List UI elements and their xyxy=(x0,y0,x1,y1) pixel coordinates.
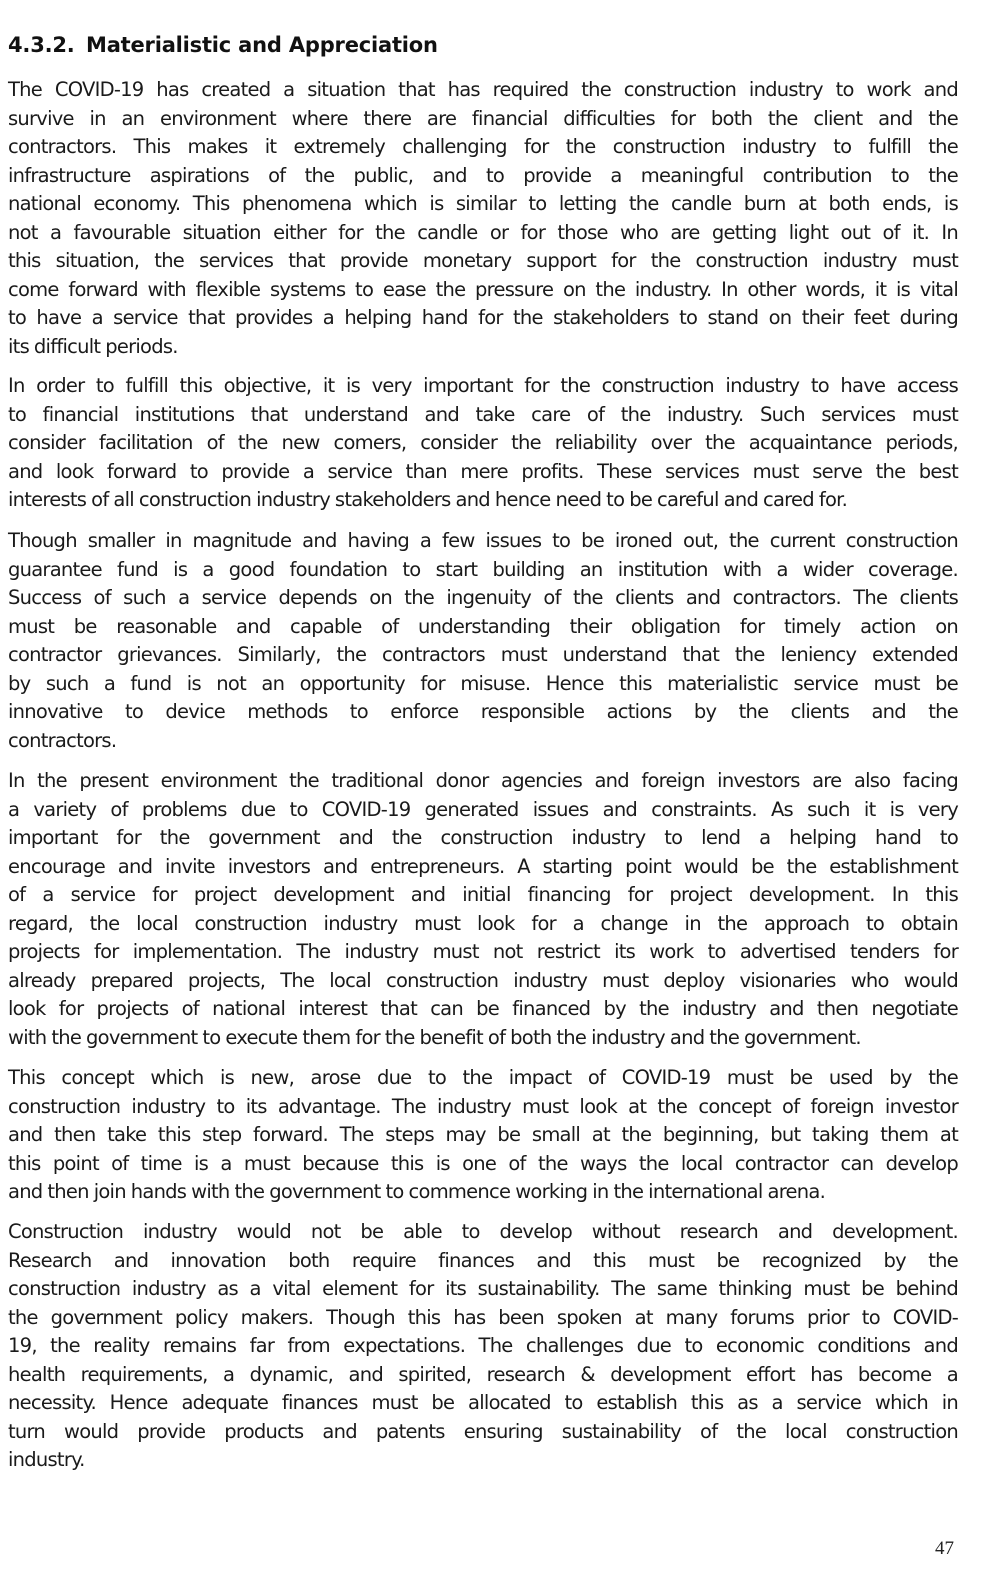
text-line: contractor grievances. Similarly, the contractors must understand that the leniency extended xyxy=(8,643,958,667)
text-line: the government policy makers. Though this has been spoken at many forums prior to COVID- xyxy=(8,1305,958,1329)
text-line: projects for implementation. The industry must not restrict its work to advertised tenders for xyxy=(8,940,958,964)
text-line: regard, the local construction industry must look for a change in the approach to obtain xyxy=(8,911,958,935)
text-line: to have a service that provides a helping hand for the stakeholders to stand on their feet during xyxy=(8,306,958,330)
text-line: Research and innovation both require finances and this must be recognized by the xyxy=(8,1248,958,1272)
paragraph-2 xyxy=(8,372,958,515)
text-line: of a service for project development and initial financing for project development. In this xyxy=(8,883,958,907)
text-line: come forward with flexible systems to ease the pressure on the industry. In other words, it is vital xyxy=(8,277,958,301)
text-line: turn would provide products and patents ensuring sustainability of the local construction xyxy=(8,1419,958,1443)
text-line: by such a fund is not an opportunity for misuse. Hence this materialistic service must be xyxy=(8,671,958,695)
text-line: contractors. xyxy=(8,728,117,752)
text-line: industry. xyxy=(8,1448,85,1472)
text-line: look for projects of national interest that can be financed by the industry and then negotiate xyxy=(8,997,958,1021)
text-line: necessity. Hence adequate finances must be allocated to establish this as a service which in xyxy=(8,1391,958,1415)
text-line: consider facilitation of the new comers, consider the reliability over the acquaintance periods, xyxy=(8,431,958,455)
text-line: guarantee fund is a good foundation to start building an institution with a wider coverage. xyxy=(8,557,958,581)
text-line: interests of all construction industry stakeholders and hence need to be careful and cared for. xyxy=(8,488,848,512)
text-line: and look forward to provide a service than mere profits. These services must serve the best xyxy=(8,459,958,483)
text-line: In the present environment the traditional donor agencies and foreign investors are also facing xyxy=(8,769,958,792)
text-line: infrastructure aspirations of the public, and to provide a meaningful contribution to the xyxy=(8,163,958,187)
text-line: this situation, the services that provide monetary support for the construction industry must xyxy=(8,249,958,273)
text-line: must be reasonable and capable of understanding their obligation for timely action on xyxy=(8,614,958,638)
text-line: contractors. This makes it extremely challenging for the construction industry to fulfill the xyxy=(8,135,958,159)
text-line: construction industry to its advantage. The industry must look at the concept of foreign investor xyxy=(8,1094,958,1118)
section-heading xyxy=(8,33,438,57)
text-line: construction industry as a vital element for its sustainability. The same thinking must be behind xyxy=(8,1277,958,1301)
text-line: Though smaller in magnitude and having a few issues to be ironed out, the current construction xyxy=(8,529,958,552)
text-line: survive in an environment where there are financial difficulties for both the client and the xyxy=(8,106,958,130)
text-line: and then take this step forward. The steps may be small at the beginning, but taking them at xyxy=(8,1123,958,1147)
text-line: health requirements, a dynamic, and spirited, research & development effort has become a xyxy=(8,1362,958,1386)
paragraph-6 xyxy=(8,1218,958,1475)
paragraph-1 xyxy=(8,76,958,361)
text-line: Construction industry would not be able to develop without research and development. xyxy=(8,1220,958,1243)
paragraph-4 xyxy=(8,767,958,1052)
text-line: important for the government and the construction industry to lend a helping hand to xyxy=(8,826,958,850)
text-line: 19, the reality remains far from expectations. The challenges due to economic conditions and xyxy=(8,1334,958,1358)
text-line: to financial institutions that understand and take care of the industry. Such services must xyxy=(8,402,958,426)
text-line: This concept which is new, arose due to the impact of COVID-19 must be used by the xyxy=(8,1066,958,1089)
text-line: not a favourable situation either for the candle or for those who are getting light out of it. In xyxy=(8,220,958,244)
paragraph-3 xyxy=(8,527,958,755)
text-line: encourage and invite investors and entrepreneurs. A starting point would be the establishment xyxy=(8,854,958,878)
section-number: 4.3.2. xyxy=(8,33,75,57)
text-line: a variety of problems due to COVID-19 generated issues and constraints. As such it is very xyxy=(8,797,958,821)
text-line: national economy. This phenomena which is similar to letting the candle burn at both ends, is xyxy=(8,192,958,216)
text-line: this point of time is a must because this is one of the ways the local contractor can develop xyxy=(8,1151,958,1175)
text-line: The COVID-19 has created a situation that has required the construction industry to work and xyxy=(8,78,958,101)
text-line: and then join hands with the government to commence working in the international arena. xyxy=(8,1180,826,1204)
page-number: 47 xyxy=(935,1538,954,1559)
text-line: In order to fulfill this objective, it is very important for the construction industry to have access xyxy=(8,374,958,397)
text-line: Success of such a service depends on the ingenuity of the clients and contractors. The clients xyxy=(8,586,958,610)
paragraph-5 xyxy=(8,1064,958,1207)
section-title: Materialistic and Appreciation xyxy=(86,33,438,57)
text-line: already prepared projects, The local construction industry must deploy visionaries who would xyxy=(8,968,958,992)
text-line: its difficult periods. xyxy=(8,334,178,358)
text-line: with the government to execute them for the benefit of both the industry and the government. xyxy=(8,1025,861,1049)
text-line: innovative to device methods to enforce responsible actions by the clients and the xyxy=(8,700,958,724)
